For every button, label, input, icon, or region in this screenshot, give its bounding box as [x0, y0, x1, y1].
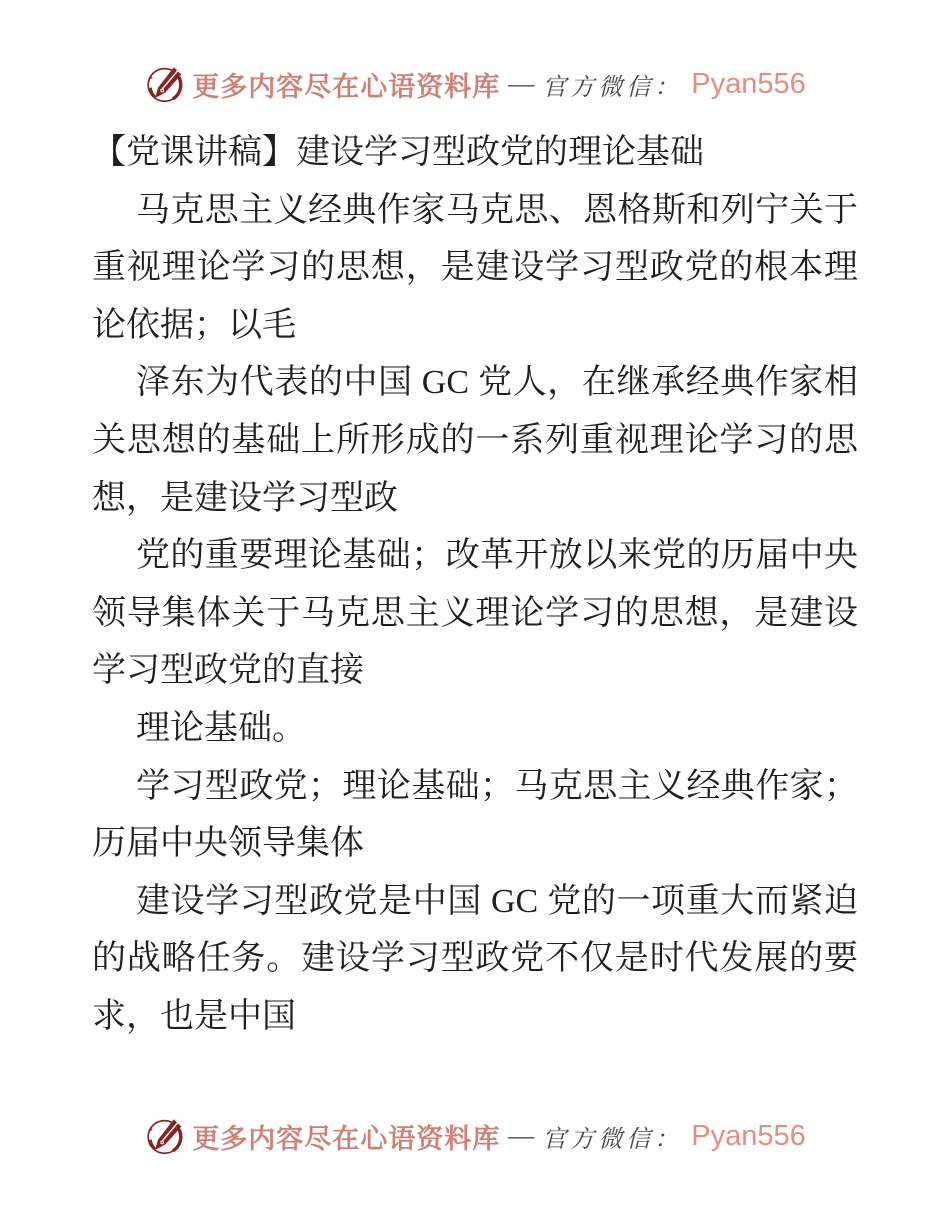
doc-line: 建设学习型政党是中国 GC 党的一项重大而紧迫 — [136, 882, 858, 920]
doc-line: 马克思主义经典作家马克思、恩格斯和列宁关于 — [136, 191, 858, 229]
header-watermark — [0, 62, 950, 106]
doc-line: 关思想的基础上所形成的一系列重视理论学习的思 — [92, 421, 858, 459]
watermark-wechat-label: 官方微信： — [542, 1126, 683, 1153]
watermark-wechat-id: Pyan556 — [691, 67, 806, 100]
doc-line: 泽东为代表的中国 GC 党人，在继承经典作家相 — [136, 364, 858, 402]
doc-line: 领导集体关于马克思主义理论学习的思想，是建设 — [92, 594, 858, 632]
doc-line: 党的重要理论基础；改革开放以来党的历届中央 — [136, 537, 858, 575]
doc-line: 想，是建设学习型政 — [92, 479, 398, 517]
doc-line: 理论基础。 — [136, 709, 306, 747]
doc-line: 求，也是中国 — [92, 997, 296, 1035]
watermark-wechat-id: Pyan556 — [691, 1119, 806, 1152]
doc-line: 学习型政党的直接 — [92, 652, 364, 690]
doc-line: 论依据；以毛 — [92, 306, 296, 344]
doc-line: 的战略任务。建设学习型政党不仅是时代发展的要 — [92, 940, 858, 978]
watermark-separator: — — [508, 69, 535, 98]
pen-nib-circle-icon — [144, 1114, 185, 1158]
footer-watermark — [0, 1114, 950, 1158]
doc-line: 重视理论学习的思想，是建设学习型政党的根本理 — [92, 249, 858, 287]
pen-nib-circle-icon — [144, 62, 185, 106]
doc-line: 学习型政党；理论基础；马克思主义经典作家； — [136, 767, 858, 805]
watermark-separator: — — [508, 1121, 535, 1150]
doc-line: 历届中央领导集体 — [92, 825, 364, 863]
document-body — [92, 124, 858, 1046]
watermark-wechat-label: 官方微信： — [542, 74, 683, 101]
document-title: 【党课讲稿】建设学习型政党的理论基础 — [92, 134, 704, 171]
watermark-brand-text: 更多内容尽在心语资料库 — [192, 1123, 501, 1154]
watermark-brand-text: 更多内容尽在心语资料库 — [192, 71, 501, 102]
